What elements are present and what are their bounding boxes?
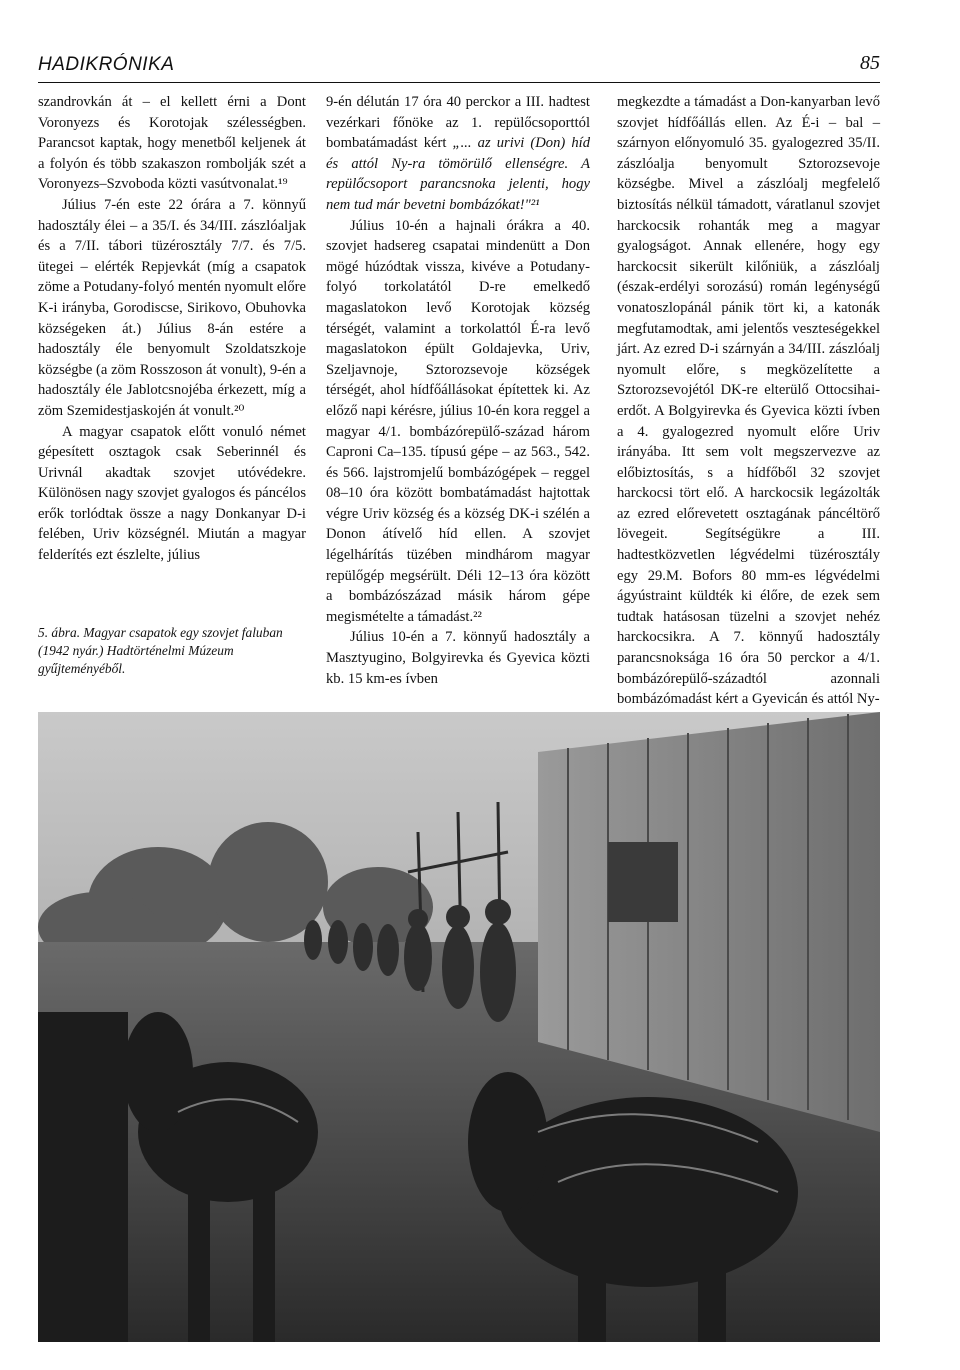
page-number: 85 [860, 52, 880, 74]
paragraph: megkezdte a támadást a Don-kanyarban levő szovjet hídfőállás ellen. Az É-i – bal – szárnyon előnyomuló 35. gyalogezred 35/II. zászlóalja benyomult Sztorozsevoje községbe. Mivel a zászlóalj megfelelő biztosítás nélkül támadott, váratlanul szovjet harckocsik rohanták meg a magyar gyalogságot. Annak ellenére, hogy egy harckocsit sikerült kilőniük, a zászlóalj (észak-erdélyi sorozású) román legénységű vonatoszlopánál pánik tört ki, a katonák megfutamodtak, ami jelentős veszteségekkel járt. Az ezred D-i szárnyán a 34/III. zászlóalj nyomult előre, s megközelítette a Sztorozsevojétól DK-re elterülő Ottocsihai-erdőt. A Bolgyirevka és Gyevica közti ívben a 4. gyalogezred nyomult előre Uriv irányába. Itt sem volt megszervezve az előbiztosítás, s a hídfőből 32 szovjet harckocsi tört elő. A harckocsik legázolták az ezred előrevetett osztagának páncéltörő lövegeit. Segítségükre a III. hadtestközvetlen légvédelmi tüzérosztály egy 29.M. Bofors 80 mm-es légvédelmi ágyústraint küldték ki élőre, de ezek sem tudtak hatásosan tüzelni a szovjet nehéz harckocsikra. A 7. könnyű hadosztály parancsnoksága 16 óra 50 perckor a 4/1. bombázórepülő-századtól azonnali bombázómadást kért a Gyevicán és attól Ny- [617, 94, 880, 708]
quotation: „... az urivi (Don) híd és attól Ny-ra tömörülő ellenségre. A repülőcsoport parancsnoka jelenti, hogy nem tud már bevetni bombázókat!"²¹ [326, 135, 590, 213]
journal-title: HADIKRÓNIKA [38, 54, 175, 75]
historical-photograph [38, 712, 880, 1342]
barn-window [608, 842, 678, 922]
page-header [38, 52, 880, 83]
photo-illustration [38, 712, 880, 1342]
paragraph: Július 10-én a hajnali órákra a 40. szovjet hadsereg csapatai mindenütt a Don mögé húzódtak vissza, kivéve a Potudany-folyó torkolatától D-re emelkedő magaslatokon levő Korotojak község térségét, valamint a torkolattól É-ra levő magaslatokon épült Goldajevka, Uriv, Szeljavnoje, Sztorozsevoje községek térségét, ahol hídfőállásokat építettek ki. Az előző napi kérésre, július 10-én kora reggel a magyar 4/1. bombázórepülő-század három Caproni Ca–135. típusú gépe – az 563., 542. és 566. lajstromjelű bombázógépek – reggel 08–10 óra között bombatámadást hajtottak végre Uriv község és a község DK-i szélén a Donon átívelő híd ellen. A szovjet légelhárítás tüzében mindhárom magyar repülőgép megsérült. Déli 12–13 óra között a bombázószázad másik három gépe megismételte a támadást.²² [326, 217, 590, 625]
text-column-1 [38, 92, 306, 566]
paragraph: Július 7-én este 22 órára a 7. könnyű hadosztály élei – a 35/I. és 34/III. zászlóaljak és a 7/II. tábori tüzérosztály 7/7. és 7/5. ütegei – elérték Repjevkát (míg a csapatok zöme a Potudany-folyó mentén nyomult előre K-i irányba, Gorodiscse, Sirikovo, Obuhovka községeken át.) Július 8-án estére a hadosztály éle benyomult Szoldatszkoje községbe (a zöm Rosszoson át vonult), 9-én a hadosztály éle Jablotcsnojéba érkezett, míg a zöm Szemidestjaskojén át vonult.²⁰ [38, 196, 306, 419]
text-column-3 [617, 92, 880, 710]
figure-caption [38, 624, 306, 678]
paragraph [326, 92, 590, 216]
caption-text: 5. ábra. Magyar csapatok egy szovjet faluban (1942 nyár.) Hadtörténelmi Múzeum gyűjteményéből. [38, 625, 283, 676]
paragraph: szandrovkán át – el kellett érni a Dont Voronyezs és Korotojak szélességben. Parancsot kaptak, hogy menetből keljenek át a folyón és több szakaszon rombolják szét a Voronyezs–Szvoboda közti vasútvonalat.¹⁹ [38, 94, 306, 193]
paragraph: Július 10-én a 7. könnyű hadosztály a Masztyugino, Bolgyirevka és Gyevica közti kb. 15 km-es ívben [326, 629, 590, 687]
paragraph: A magyar csapatok előtt vonuló német gépesített osztagok csak Seberinnél és Urivnál akadtak szovjet utóvédekre. Különösen nagy szovjet gyalogos és páncélos erők torlódtak össze a nagy Donkanyar D-i felében, Uriv községnél. Miután a magyar felderítés ezt észlelte, július [38, 423, 306, 564]
text-column-2 [326, 92, 590, 689]
paragraph-text: 9-én délután 17 óra 40 perckor a III. hadtest vezérkari főnöke az 1. repülőcsoporttól bombatámadást kért [326, 94, 590, 152]
